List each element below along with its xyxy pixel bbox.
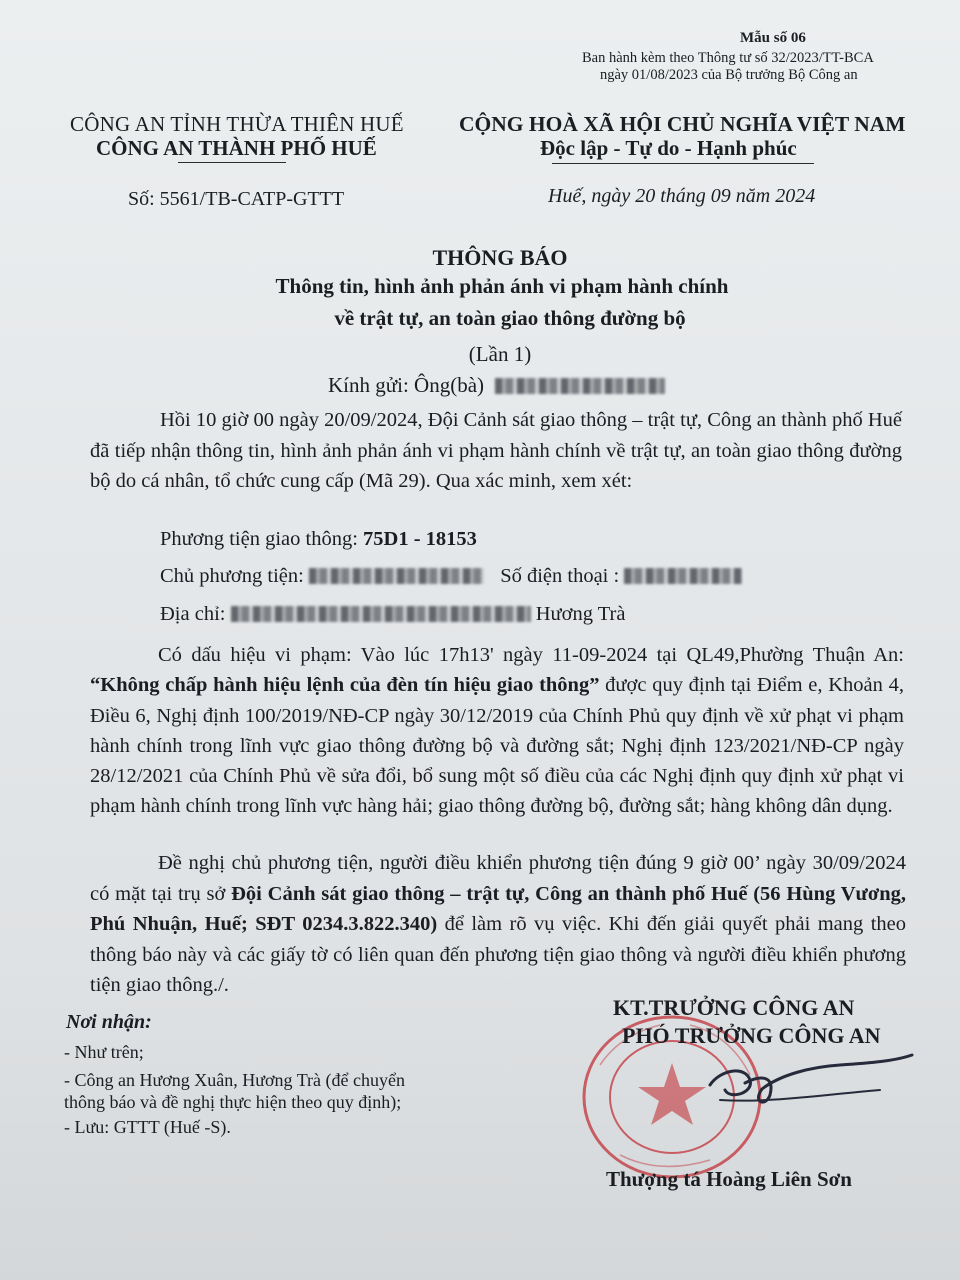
handwritten-signature xyxy=(690,1045,920,1125)
owner-line xyxy=(160,565,742,588)
violation-name: “Không chấp hành hiệu lệnh của đèn tín hiệu giao thông” xyxy=(90,674,600,697)
address-label: Địa chỉ: xyxy=(160,603,231,625)
recipient-item-1: - Như trên; xyxy=(64,1042,144,1062)
vehicle-plate: 75D1 - 18153 xyxy=(363,528,477,550)
phone-label: Số điện thoại : xyxy=(500,565,625,587)
document-date: Huế, ngày 20 tháng 09 năm 2024 xyxy=(548,185,816,207)
addressee-line xyxy=(328,373,665,398)
vehicle-label: Phương tiện giao thông: xyxy=(160,528,364,550)
signature-title-2: PHÓ TRƯỞNG CÔNG AN xyxy=(622,1023,881,1048)
org-underline xyxy=(178,162,286,163)
request-paragraph xyxy=(90,848,906,1001)
attempt-number: (Lần 1) xyxy=(468,342,532,366)
redacted-name xyxy=(495,378,665,394)
form-issued-line-2: ngày 01/08/2023 của Bộ trưởng Bộ Công an xyxy=(600,67,858,83)
document-subtitle-1: Thông tin, hình ảnh phản ánh vi phạm hành chính xyxy=(275,274,729,298)
nation-motto: Độc lập - Tự do - Hạnh phúc xyxy=(540,136,797,160)
address-district: Hương Trà xyxy=(535,603,626,625)
signer-name: Thượng tá Hoàng Liên Sơn xyxy=(606,1167,852,1191)
redacted-phone xyxy=(624,568,742,584)
document-title: THÔNG BÁO xyxy=(432,245,568,270)
addressee-label: Kính gửi: Ông(bà) xyxy=(328,373,485,397)
request-suffix: để làm rõ vụ việc. Khi đến giải quyết phải mang theo thông báo này và các giấy tờ có liên quan đến phương tiện giao thông và người điều khiển phương tiện giao thông./. xyxy=(90,913,906,997)
recipient-item-2-cont: thông báo và đề nghị thực hiện theo quy định); xyxy=(64,1092,402,1112)
recipient-item-3: - Lưu: GTTT (Huế -S). xyxy=(64,1117,231,1137)
violation-paragraph xyxy=(90,640,904,822)
intro-text: Hồi 10 giờ 00 ngày 20/09/2024, Đội Cảnh sát giao thông – trật tự, Công an thành phố Huế đã tiếp nhận thông tin, hình ảnh phản ánh vi phạm hành chính về trật tự, an toàn giao thông đường bộ do cá nhân, tổ chức cung cấp (Mã 29). Qua xác minh, xem xét: xyxy=(90,409,902,492)
recipients-title: Nơi nhận: xyxy=(66,1011,152,1033)
address-line xyxy=(160,603,625,626)
form-number: Mẫu số 06 xyxy=(740,30,806,46)
request-prefix: Đề nghị chủ phương tiện, người điều khiển phương tiện đúng 9 giờ 00’ ngày 30/09/2024 có mặt tại trụ sở xyxy=(90,852,906,905)
violation-legal-basis: được quy định tại Điểm e, Khoản 4, Điều 6, Nghị định 100/2019/NĐ-CP ngày 30/12/2019 của Chính Phủ quy định về xử phạt vi phạm hành chính trong lĩnh vực giao thông đường bộ và đường sắt; Nghị định 123/2021/NĐ-CP ngày 28/12/2021 của Chính Phủ về sửa đổi, bổ sung một số điều của các Nghị định quy định xử phạt vi phạm hành chính trong lĩnh vực hàng hải; giao thông đường bộ, đường sắt; hàng không dân dụng. xyxy=(90,674,904,818)
org-name: CÔNG AN THÀNH PHỐ HUẾ xyxy=(96,136,377,160)
document-number: Số: 5561/TB-CATP-GTTT xyxy=(128,188,345,210)
vehicle-line xyxy=(160,528,477,551)
redacted-owner xyxy=(309,568,484,584)
signature-title-1: KT.TRƯỞNG CÔNG AN xyxy=(613,995,855,1020)
document-subtitle-2: về trật tự, an toàn giao thông đường bộ xyxy=(334,306,686,330)
intro-paragraph xyxy=(90,405,902,497)
violation-prefix: Có dấu hiệu vi phạm: Vào lúc 17h13' ngày 11-09-2024 tại QL49,Phường Thuận An: xyxy=(158,644,904,666)
org-parent: CÔNG AN TỈNH THỪA THIÊN HUẾ xyxy=(70,112,404,136)
recipient-item-2: - Công an Hương Xuân, Hương Trà (để chuyển xyxy=(64,1070,406,1090)
request-place: Đội Cảnh sát giao thông – trật tự, Công an thành phố Huế (56 Hùng Vương, Phú Nhuận, Huế; SĐT 0234.3.822.340) xyxy=(90,882,906,936)
redacted-address xyxy=(231,606,531,622)
motto-underline xyxy=(552,163,814,164)
form-issued-line-1: Ban hành kèm theo Thông tư số 32/2023/TT-BCA xyxy=(582,50,874,66)
nation-title: CỘNG HOÀ XÃ HỘI CHỦ NGHĨA VIỆT NAM xyxy=(459,112,906,136)
owner-label: Chủ phương tiện: xyxy=(160,565,309,587)
